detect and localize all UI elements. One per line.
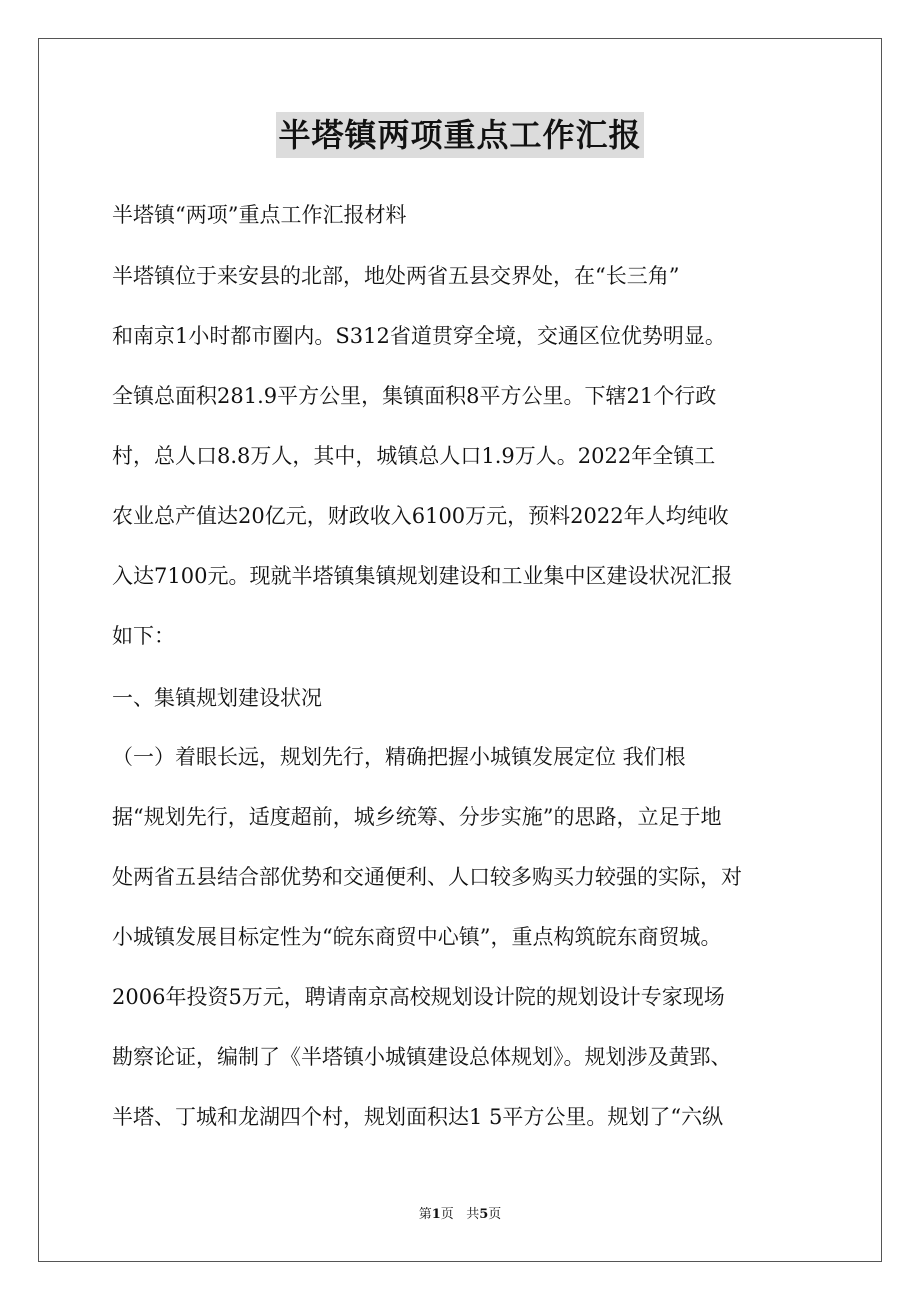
body-line: 农业总产值达20亿元，财政收入6100万元，预料2022年人均纯收 <box>112 504 729 528</box>
body-line: 村，总人口8.8万人，其中，城镇总人口1.9万人。2022年全镇工 <box>112 444 716 468</box>
body-line: （一）着眼长远，规划先行，精确把握小城镇发展定位 我们根 <box>112 745 686 769</box>
body-line: 据“规划先行，适度超前，城乡统筹、分步实施”的思路，立足于地 <box>112 805 722 829</box>
body-line: 2006年投资5万元，聘请南京高校规划设计院的规划设计专家现场 <box>112 985 725 1009</box>
body-line: 小城镇发展目标定性为“皖东商贸中心镇”，重点构筑皖东商贸城。 <box>112 925 722 949</box>
footer-page-current: 1 <box>431 1207 441 1222</box>
body-line: 和南京1小时都市圈内。S312省道贯穿全境，交通区位优势明显。 <box>112 324 726 348</box>
footer-page-total: 5 <box>479 1207 489 1222</box>
body-line: 如下： <box>112 624 175 648</box>
body-line: 入达7100元。现就半塔镇集镇规划建设和工业集中区建设状况汇报 <box>112 564 733 588</box>
footer-page-unit: 页 <box>440 1207 454 1222</box>
footer-page-prefix: 第 <box>418 1207 432 1222</box>
document-title: 半塔镇两项重点工作汇报 <box>276 112 643 158</box>
body-line: 半塔镇“两项”重点工作汇报材料 <box>112 203 407 227</box>
body-line: 勘察论证，编制了《半塔镇小城镇建设总体规划》。规划涉及黄郢、 <box>112 1045 732 1069</box>
body-line: 半塔镇位于来安县的北部，地处两省五县交界处，在“长三角” <box>112 264 680 288</box>
body-line: 全镇总面积281.9平方公里，集镇面积8平方公里。下辖21个行政 <box>112 384 717 408</box>
page-footer <box>0 1206 920 1224</box>
document-title-container <box>0 112 920 158</box>
footer-total-prefix: 共 <box>466 1207 480 1222</box>
body-line: 处两省五县结合部优势和交通便利、人口较多购买力较强的实际，对 <box>112 865 742 889</box>
body-line: 半塔、丁城和龙湖四个村，规划面积达1 5平方公里。规划了“六纵 <box>112 1105 724 1129</box>
footer-total-unit: 页 <box>488 1207 502 1222</box>
section-heading: 一、集镇规划建设状况 <box>112 686 322 710</box>
